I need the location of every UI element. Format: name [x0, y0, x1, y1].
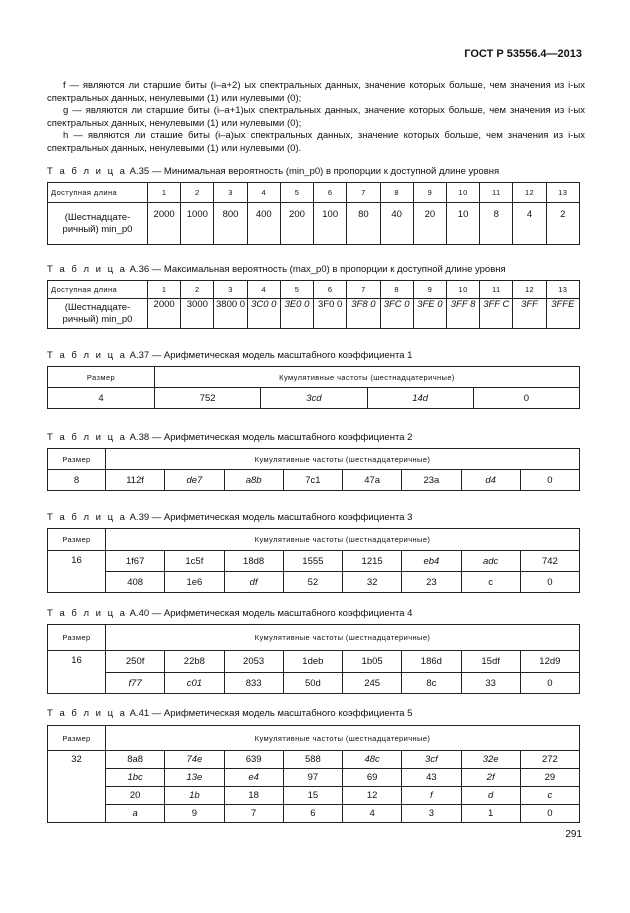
header-cell: 1	[148, 183, 181, 203]
table-row	[48, 203, 580, 245]
definition-h: h — являются ли сташие биты (i–a)ых спектральных данных, значение которых больше, чем значения из i-ых спектральных данных, ненулевыми (1) или нулевыми (0).	[47, 130, 585, 154]
value-cell: 10	[446, 203, 479, 245]
value-cell: 1e6	[165, 572, 224, 593]
page-number: 291	[565, 829, 582, 840]
value-cell: 3FF 8	[446, 299, 479, 329]
table-row	[48, 673, 580, 694]
table-row	[48, 299, 580, 329]
definition-f: f — являются ли старшие биты (i–a+2) ых спектральных данных, значение которых больше, чем значения из i-ых спектральных данных, ненулевыми (1) или нулевыми (0);	[47, 80, 585, 104]
header-cell: 7	[347, 183, 380, 203]
table-a40-caption: Т а б л и ц а А.40 — Арифметическая модель масштабного коэффициента 4	[47, 608, 413, 619]
table-row	[48, 751, 580, 769]
value-cell: 1b05	[343, 651, 402, 673]
table-row	[48, 183, 580, 203]
value-cell: 20	[413, 203, 446, 245]
value-cell: a8b	[224, 470, 283, 491]
value-cell: 20	[106, 787, 165, 805]
size-header: Размер	[48, 367, 155, 388]
value-cell: 3FC 0	[380, 299, 413, 329]
header-cell: 4	[247, 183, 280, 203]
value-cell: 8	[480, 203, 513, 245]
value-cell: 200	[280, 203, 313, 245]
value-cell: 2000	[148, 203, 181, 245]
table-a41	[47, 725, 580, 823]
header-cell: 6	[314, 281, 347, 299]
value-cell: 3cd	[261, 388, 367, 409]
value-cell: 400	[247, 203, 280, 245]
table-a36	[47, 280, 580, 329]
value-cell: 12d9	[520, 651, 579, 673]
value-cell: eb4	[402, 551, 461, 572]
table-a38	[47, 448, 580, 491]
value-cell: 8c	[402, 673, 461, 694]
value-cell: 22b8	[165, 651, 224, 673]
value-cell: 3	[402, 805, 461, 823]
value-cell: 15df	[461, 651, 520, 673]
value-cell: 14d	[367, 388, 473, 409]
value-cell: 3cf	[402, 751, 461, 769]
value-cell: 13e	[165, 769, 224, 787]
value-cell: 32	[343, 572, 402, 593]
document-id: ГОСТ Р 53556.4—2013	[464, 48, 582, 60]
table-row	[48, 449, 580, 470]
table-a37-caption: Т а б л и ц а А.37 — Арифметическая модель масштабного коэффициента 1	[47, 350, 413, 361]
header-cell: 5	[280, 183, 313, 203]
header-cell: 6	[314, 183, 347, 203]
header-cell: 7	[347, 281, 380, 299]
value-cell: 0	[520, 673, 579, 694]
value-cell: 100	[314, 203, 347, 245]
table-a39-caption: Т а б л и ц а А.39 — Арифметическая модель масштабного коэффициента 3	[47, 512, 413, 523]
header-cell: 9	[413, 281, 446, 299]
table-row	[48, 625, 580, 651]
value-cell: 69	[343, 769, 402, 787]
value-cell: 245	[343, 673, 402, 694]
value-cell: 3FF	[513, 299, 546, 329]
table-a35	[47, 182, 580, 245]
header-cell: 1	[148, 281, 181, 299]
value-cell: 1	[461, 805, 520, 823]
header-cell: Доступная длина	[48, 281, 148, 299]
table-a37	[47, 366, 580, 409]
header-cell: 12	[513, 183, 546, 203]
value-cell: 52	[283, 572, 342, 593]
header-cell: 2	[181, 183, 214, 203]
value-cell: 18	[224, 787, 283, 805]
table-a39	[47, 528, 580, 593]
size-header: Размер	[48, 625, 106, 651]
value-cell: 1b	[165, 787, 224, 805]
value-cell: 2000	[148, 299, 181, 329]
value-cell: 1555	[283, 551, 342, 572]
value-cell: 7	[224, 805, 283, 823]
table-row	[48, 281, 580, 299]
freq-header: Кумулятивные частоты (шестнадцатеричные)	[155, 367, 580, 388]
value-cell: 588	[283, 751, 342, 769]
value-cell: 15	[283, 787, 342, 805]
value-cell: d4	[461, 470, 520, 491]
table-a36-caption: Т а б л и ц а А.36 — Максимальная вероятность (max_p0) в пропорции к доступной длине уровня	[47, 264, 506, 275]
value-cell: 48c	[343, 751, 402, 769]
header-cell: 12	[513, 281, 546, 299]
table-row	[48, 388, 580, 409]
value-cell: 3FFE	[546, 299, 579, 329]
value-cell: 0	[520, 805, 579, 823]
value-cell: 1bc	[106, 769, 165, 787]
value-cell: 3F0 0	[314, 299, 347, 329]
header-cell: 3	[214, 183, 247, 203]
value-cell: 8a8	[106, 751, 165, 769]
freq-header: Кумулятивные частоты (шестнадцатеричные)	[106, 529, 580, 551]
value-cell: 4	[513, 203, 546, 245]
header-cell: Доступная длина	[48, 183, 148, 203]
value-cell: 250f	[106, 651, 165, 673]
value-cell: 4	[343, 805, 402, 823]
table-row	[48, 651, 580, 673]
table-row	[48, 726, 580, 751]
value-cell: 3000	[181, 299, 214, 329]
value-cell: 3800 0	[214, 299, 247, 329]
header-cell: 9	[413, 183, 446, 203]
value-cell: 112f	[106, 470, 165, 491]
value-cell: df	[224, 572, 283, 593]
table-a38-caption: Т а б л и ц а А.38 — Арифметическая модель масштабного коэффициента 2	[47, 432, 413, 443]
value-cell: 18d8	[224, 551, 283, 572]
value-cell: 0	[473, 388, 579, 409]
header-cell: 4	[247, 281, 280, 299]
value-cell: 272	[520, 751, 579, 769]
table-row	[48, 572, 580, 593]
table-row	[48, 805, 580, 823]
size-cell: 16	[48, 551, 106, 593]
table-row	[48, 787, 580, 805]
value-cell: 3FF C	[480, 299, 513, 329]
value-cell: f77	[106, 673, 165, 694]
value-cell: 752	[155, 388, 261, 409]
table-row	[48, 367, 580, 388]
value-cell: f	[402, 787, 461, 805]
value-cell: 97	[283, 769, 342, 787]
table-row	[48, 769, 580, 787]
value-cell: 742	[520, 551, 579, 572]
value-cell: c01	[165, 673, 224, 694]
header-cell: 8	[380, 183, 413, 203]
value-cell: 3E0 0	[280, 299, 313, 329]
freq-header: Кумулятивные частоты (шестнадцатеричные)	[106, 625, 580, 651]
header-cell: 5	[280, 281, 313, 299]
value-cell: 408	[106, 572, 165, 593]
size-header: Размер	[48, 726, 106, 751]
value-cell: 40	[380, 203, 413, 245]
value-cell: 3F8 0	[347, 299, 380, 329]
value-cell: 800	[214, 203, 247, 245]
value-cell: 80	[347, 203, 380, 245]
definition-g: g — являются ли старшие биты (i–a+1)ых спектральных данных, значение которых больше, чем значения из i-ых спектральных данных, ненулевыми (1) или нулевыми (0);	[47, 105, 585, 129]
value-cell: 1000	[181, 203, 214, 245]
value-cell: 12	[343, 787, 402, 805]
value-cell: d	[461, 787, 520, 805]
row-label: (Шестнадцате-ричный) min_p0	[48, 299, 148, 329]
value-cell: 50d	[283, 673, 342, 694]
header-cell: 8	[380, 281, 413, 299]
value-cell: de7	[165, 470, 224, 491]
value-cell: 32e	[461, 751, 520, 769]
header-cell: 13	[546, 183, 579, 203]
header-cell: 11	[480, 281, 513, 299]
size-cell: 32	[48, 751, 106, 823]
value-cell: 7c1	[283, 470, 342, 491]
value-cell: 1215	[343, 551, 402, 572]
value-cell: c	[461, 572, 520, 593]
row-label: (Шестнадцате-ричный) min_p0	[48, 203, 148, 245]
value-cell: 2053	[224, 651, 283, 673]
value-cell: 3C0 0	[247, 299, 280, 329]
header-cell: 13	[546, 281, 579, 299]
value-cell: 1deb	[283, 651, 342, 673]
table-row	[48, 470, 580, 491]
value-cell: 23	[402, 572, 461, 593]
value-cell: 74e	[165, 751, 224, 769]
value-cell: 639	[224, 751, 283, 769]
definitions-text	[47, 80, 585, 155]
value-cell: 1f67	[106, 551, 165, 572]
value-cell: 833	[224, 673, 283, 694]
size-cell: 4	[48, 388, 155, 409]
value-cell: e4	[224, 769, 283, 787]
header-cell: 11	[480, 183, 513, 203]
header-cell: 10	[446, 281, 479, 299]
value-cell: 0	[520, 470, 579, 491]
value-cell: 0	[520, 572, 579, 593]
value-cell: c	[520, 787, 579, 805]
table-a35-caption: Т а б л и ц а А.35 — Минимальная вероятность (min_p0) в пропорции к доступной длине уровня	[47, 166, 500, 177]
value-cell: adc	[461, 551, 520, 572]
freq-header: Кумулятивные частоты (шестнадцатеричные)	[106, 449, 580, 470]
value-cell: 29	[520, 769, 579, 787]
value-cell: 6	[283, 805, 342, 823]
header-cell: 3	[214, 281, 247, 299]
value-cell: 47a	[343, 470, 402, 491]
value-cell: 1c5f	[165, 551, 224, 572]
value-cell: 9	[165, 805, 224, 823]
value-cell: 2f	[461, 769, 520, 787]
table-a41-caption: Т а б л и ц а А.41 — Арифметическая модель масштабного коэффициента 5	[47, 708, 413, 719]
size-cell: 16	[48, 651, 106, 694]
value-cell: 186d	[402, 651, 461, 673]
header-cell: 10	[446, 183, 479, 203]
size-cell: 8	[48, 470, 106, 491]
freq-header: Кумулятивные частоты (шестнадцатеричные)	[106, 726, 580, 751]
size-header: Размер	[48, 449, 106, 470]
value-cell: 23a	[402, 470, 461, 491]
value-cell: 3FE 0	[413, 299, 446, 329]
table-a40	[47, 624, 580, 694]
table-row	[48, 551, 580, 572]
value-cell: 2	[546, 203, 579, 245]
value-cell: 33	[461, 673, 520, 694]
header-cell: 2	[181, 281, 214, 299]
size-header: Размер	[48, 529, 106, 551]
value-cell: a	[106, 805, 165, 823]
table-row	[48, 529, 580, 551]
value-cell: 43	[402, 769, 461, 787]
